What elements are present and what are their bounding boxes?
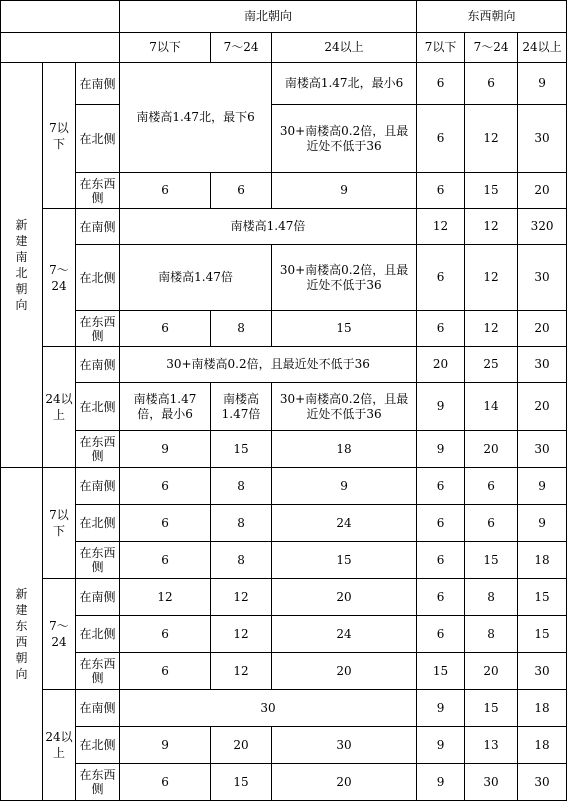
cell: 30 bbox=[518, 431, 567, 468]
side-north: 在北侧 bbox=[76, 616, 120, 653]
cell: 30 bbox=[272, 727, 417, 764]
cell: 12 bbox=[465, 245, 518, 311]
side-east-west: 在东西侧 bbox=[76, 173, 120, 209]
cell: 9 bbox=[518, 468, 567, 505]
cell: 15 bbox=[465, 690, 518, 727]
header-ew-24: 24以上 bbox=[518, 33, 567, 63]
cell: 12 bbox=[211, 616, 272, 653]
cell: 6 bbox=[465, 63, 518, 105]
side-north: 在北侧 bbox=[76, 105, 120, 173]
cell: 18 bbox=[518, 542, 567, 579]
header-ns-24: 24以上 bbox=[272, 33, 417, 63]
cell: 6 bbox=[120, 616, 211, 653]
side-east-west: 在东西侧 bbox=[76, 431, 120, 468]
cell: 30 bbox=[465, 764, 518, 801]
cell: 15 bbox=[272, 311, 417, 347]
side-south: 在南侧 bbox=[76, 209, 120, 245]
cell: 6 bbox=[417, 505, 465, 542]
cell: 南楼高1.47北，最小6 bbox=[272, 63, 417, 105]
cell: 9 bbox=[518, 63, 567, 105]
cell: 6 bbox=[120, 468, 211, 505]
cell: 15 bbox=[417, 653, 465, 690]
cell: 12 bbox=[120, 579, 211, 616]
cell-merged: 南楼高1.47倍 bbox=[120, 245, 272, 311]
header-ew-7-24: 7～24 bbox=[465, 33, 518, 63]
cell: 6 bbox=[120, 173, 211, 209]
side-north: 在北侧 bbox=[76, 245, 120, 311]
cell: 20 bbox=[518, 173, 567, 209]
cell: 30 bbox=[518, 105, 567, 173]
cell: 15 bbox=[211, 764, 272, 801]
cell: 13 bbox=[465, 727, 518, 764]
side-east-west: 在东西侧 bbox=[76, 764, 120, 801]
section-ns-label: 新建南北朝向 bbox=[1, 63, 43, 468]
side-south: 在南侧 bbox=[76, 690, 120, 727]
cell: 12 bbox=[211, 579, 272, 616]
cell: 15 bbox=[465, 542, 518, 579]
cell: 9 bbox=[518, 505, 567, 542]
side-south: 在南侧 bbox=[76, 468, 120, 505]
cell: 30+南楼高0.2倍，且最近处不低于36 bbox=[272, 245, 417, 311]
cell: 15 bbox=[465, 173, 518, 209]
cell: 6 bbox=[120, 505, 211, 542]
cell: 30 bbox=[518, 245, 567, 311]
corner-cell bbox=[1, 1, 120, 33]
cell: 20 bbox=[465, 653, 518, 690]
cell: 18 bbox=[272, 431, 417, 468]
cell: 20 bbox=[417, 347, 465, 383]
cell: 6 bbox=[417, 468, 465, 505]
cell-merged: 30 bbox=[120, 690, 417, 727]
floor-ew-24: 24以上 bbox=[43, 690, 76, 801]
side-north: 在北侧 bbox=[76, 505, 120, 542]
section-ew-label: 新建东西朝向 bbox=[1, 468, 43, 801]
cell: 8 bbox=[465, 579, 518, 616]
side-south: 在南侧 bbox=[76, 63, 120, 105]
cell: 南楼高1.47倍 bbox=[211, 383, 272, 431]
cell: 6 bbox=[417, 616, 465, 653]
cell: 9 bbox=[272, 173, 417, 209]
cell: 6 bbox=[417, 579, 465, 616]
cell: 6 bbox=[120, 764, 211, 801]
side-east-west: 在东西侧 bbox=[76, 653, 120, 690]
header-ns-7: 7以下 bbox=[120, 33, 211, 63]
cell: 25 bbox=[465, 347, 518, 383]
cell: 9 bbox=[417, 431, 465, 468]
cell: 15 bbox=[211, 431, 272, 468]
cell: 20 bbox=[211, 727, 272, 764]
header-ns-7-24: 7～24 bbox=[211, 33, 272, 63]
cell: 320 bbox=[518, 209, 567, 245]
cell: 30 bbox=[518, 764, 567, 801]
cell: 18 bbox=[518, 690, 567, 727]
cell: 20 bbox=[272, 764, 417, 801]
cell-merged: 30+南楼高0.2倍，且最近处不低于36 bbox=[120, 347, 417, 383]
corner-cell-2 bbox=[1, 33, 120, 63]
side-east-west: 在东西侧 bbox=[76, 542, 120, 579]
cell: 12 bbox=[417, 209, 465, 245]
cell: 30 bbox=[518, 347, 567, 383]
cell: 9 bbox=[417, 764, 465, 801]
cell: 24 bbox=[272, 616, 417, 653]
cell: 20 bbox=[518, 383, 567, 431]
cell-merged: 南楼高1.47北，最下6 bbox=[120, 63, 272, 173]
cell: 14 bbox=[465, 383, 518, 431]
cell: 15 bbox=[272, 542, 417, 579]
cell: 30+南楼高0.2倍，且最近处不低于36 bbox=[272, 383, 417, 431]
cell: 6 bbox=[417, 63, 465, 105]
side-south: 在南侧 bbox=[76, 579, 120, 616]
floor-ew-7: 7以下 bbox=[43, 468, 76, 579]
floor-ns-7: 7以下 bbox=[43, 63, 76, 209]
cell: 6 bbox=[417, 173, 465, 209]
cell: 9 bbox=[120, 431, 211, 468]
cell: 6 bbox=[417, 245, 465, 311]
cell: 24 bbox=[272, 505, 417, 542]
cell: 18 bbox=[518, 727, 567, 764]
cell: 12 bbox=[465, 311, 518, 347]
cell: 20 bbox=[272, 653, 417, 690]
header-ns-group: 南北朝向 bbox=[120, 1, 417, 33]
cell: 8 bbox=[465, 616, 518, 653]
side-east-west: 在东西侧 bbox=[76, 311, 120, 347]
cell: 8 bbox=[211, 311, 272, 347]
cell: 6 bbox=[120, 311, 211, 347]
cell: 6 bbox=[417, 311, 465, 347]
cell: 30 bbox=[518, 653, 567, 690]
cell: 20 bbox=[465, 431, 518, 468]
cell-merged: 南楼高1.47倍 bbox=[120, 209, 417, 245]
cell: 8 bbox=[211, 542, 272, 579]
cell: 8 bbox=[211, 505, 272, 542]
cell: 6 bbox=[465, 505, 518, 542]
cell: 9 bbox=[417, 383, 465, 431]
side-north: 在北侧 bbox=[76, 383, 120, 431]
floor-ns-24: 24以上 bbox=[43, 347, 76, 468]
cell: 6 bbox=[465, 468, 518, 505]
side-north: 在北侧 bbox=[76, 727, 120, 764]
cell: 15 bbox=[518, 616, 567, 653]
cell: 南楼高1.47倍，最小6 bbox=[120, 383, 211, 431]
header-ew-group: 东西朝向 bbox=[417, 1, 567, 33]
cell: 6 bbox=[417, 105, 465, 173]
cell: 6 bbox=[211, 173, 272, 209]
cell: 12 bbox=[211, 653, 272, 690]
floor-ew-7-24: 7～24 bbox=[43, 579, 76, 690]
side-south: 在南侧 bbox=[76, 347, 120, 383]
cell: 6 bbox=[120, 542, 211, 579]
cell: 6 bbox=[120, 653, 211, 690]
cell: 15 bbox=[518, 579, 567, 616]
cell: 9 bbox=[272, 468, 417, 505]
cell: 9 bbox=[417, 690, 465, 727]
floor-ns-7-24: 7～24 bbox=[43, 209, 76, 347]
cell: 8 bbox=[211, 468, 272, 505]
cell: 6 bbox=[417, 542, 465, 579]
cell: 20 bbox=[272, 579, 417, 616]
cell: 9 bbox=[417, 727, 465, 764]
cell: 20 bbox=[518, 311, 567, 347]
cell: 9 bbox=[120, 727, 211, 764]
header-ew-7: 7以下 bbox=[417, 33, 465, 63]
cell: 30+南楼高0.2倍，且最近处不低于36 bbox=[272, 105, 417, 173]
cell: 12 bbox=[465, 105, 518, 173]
cell: 12 bbox=[465, 209, 518, 245]
